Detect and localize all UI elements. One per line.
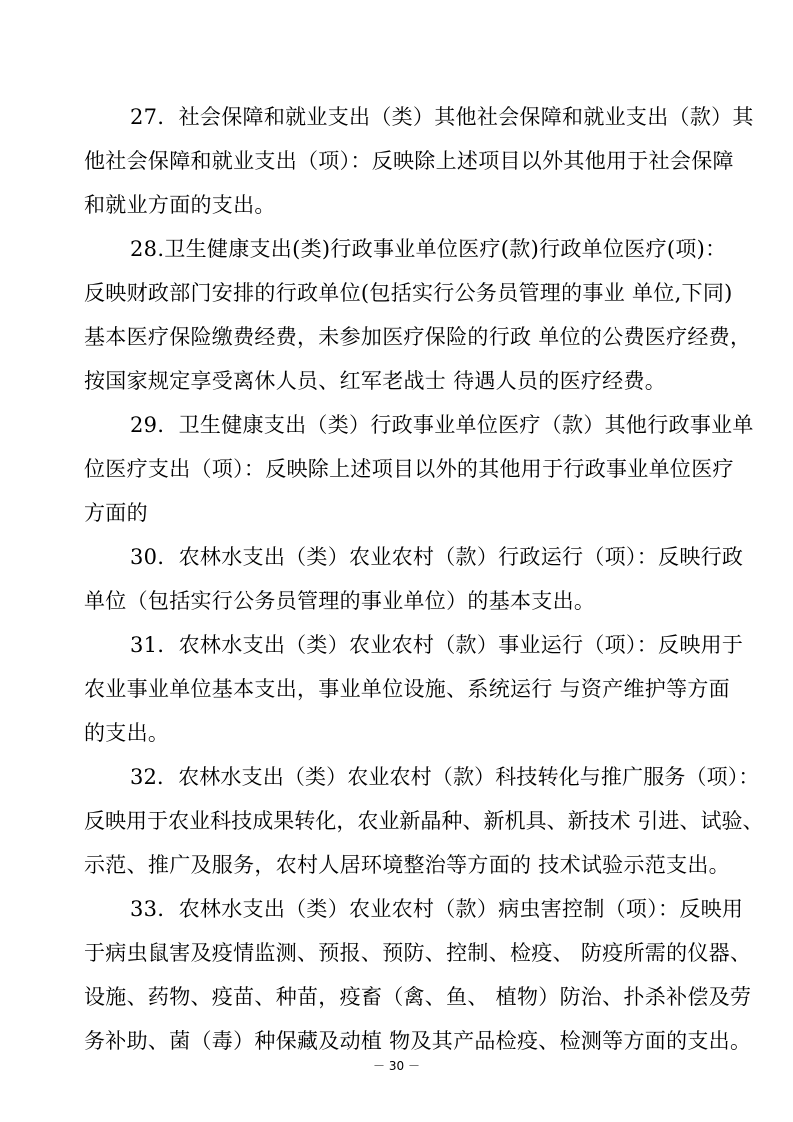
- paragraph-33-line-2: 于病虫鼠害及疫情监测、预报、预防、控制、检疫、 防疫所需的仪器、: [84, 941, 752, 965]
- paragraph-31-line-1: 31．农林水支出（类）农业农村（款）事业运行（项）：反映用于: [130, 633, 744, 657]
- paragraph-28-line-2: 反映财政部门安排的行政单位(包括实行公务员管理的事业 单位,下同): [84, 281, 733, 305]
- paragraph-29-line-2: 位医疗支出（项）：反映除上述项目以外的其他用于行政事业单位医疗: [84, 457, 734, 481]
- paragraph-27-line-1: 27．社会保障和就业支出（类）其他社会保障和就业支出（款）其: [130, 105, 754, 129]
- paragraph-30-line-1: 30．农林水支出（类）农业农村（款）行政运行（项）：反映行政: [130, 545, 744, 569]
- paragraph-28-line-4: 按国家规定享受离休人员、红军老战士 待遇人员的医疗经费。: [84, 369, 667, 393]
- paragraph-33-line-3: 设施、药物、疫苗、种苗，疫畜（禽、鱼、 植物）防治、扑杀补偿及劳: [84, 985, 752, 1009]
- paragraph-29-line-3: 方面的: [84, 501, 148, 525]
- paragraph-29-line-1: 29．卫生健康支出（类）行政事业单位医疗（款）其他行政事业单: [130, 413, 754, 437]
- paragraph-32-line-1: 32．农林水支出（类）农业农村（款）科技转化与推广服务（项）：: [130, 765, 760, 789]
- paragraph-32-line-3: 示范、推广及服务，农村人居环境整治等方面的 技术试验示范支出。: [84, 853, 730, 877]
- paragraph-31-line-3: 的支出。: [84, 721, 170, 745]
- paragraph-33-line-4: 务补助、菌（毒）种保藏及动植 物及其产品检疫、检测等方面的支出。: [84, 1029, 752, 1053]
- paragraph-31-line-2: 农业事业单位基本支出，事业单位设施、系统运行 与资产维护等方面: [84, 677, 730, 701]
- paragraph-28-line-3: 基本医疗保险缴费经费，未参加医疗保险的行政 单位的公费医疗经费，: [84, 325, 752, 349]
- paragraph-27-line-2: 他社会保障和就业支出（项）：反映除上述项目以外其他用于社会保障: [84, 149, 734, 173]
- paragraph-33-line-1: 33．农林水支出（类）农业农村（款）病虫害控制（项）：反映用: [130, 897, 744, 921]
- paragraph-27-line-3: 和就业方面的支出。: [84, 193, 276, 217]
- paragraph-30-line-2: 单位（包括实行公务员管理的事业单位）的基本支出。: [84, 589, 596, 613]
- page-number: － 30 －: [373, 1059, 420, 1073]
- paragraph-28-line-1: 28.卫生健康支出(类)行政事业单位医疗(款)行政单位医疗(项)：: [130, 237, 727, 261]
- paragraph-32-line-2: 反映用于农业科技成果转化，农业新晶种、新机具、新技术 引进、试验、: [84, 809, 764, 833]
